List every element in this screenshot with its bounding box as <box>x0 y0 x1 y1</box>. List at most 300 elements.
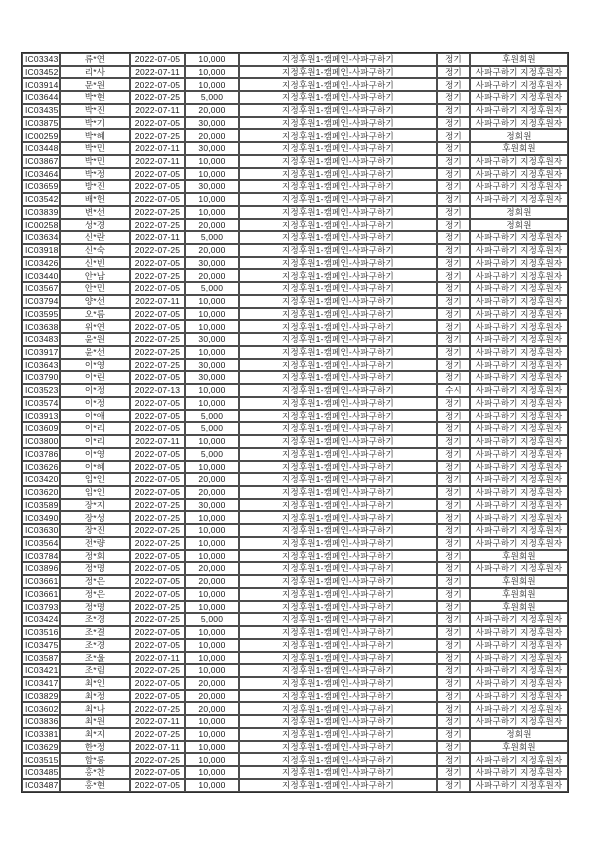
cell-donation-type: 정기 <box>437 690 470 703</box>
cell-donation-date: 2022-07-11 <box>130 295 185 308</box>
cell-member-type: 사파구하기 지정후원자 <box>470 397 568 410</box>
cell-amount: 30,000 <box>185 333 239 346</box>
cell-donation-type: 정기 <box>437 613 470 626</box>
cell-donor-id: IC03420 <box>22 473 60 486</box>
cell-campaign: 지정후원1-캠페인-사파구하기 <box>239 231 437 244</box>
cell-donation-type: 정기 <box>437 155 470 168</box>
cell-member-type: 사파구하기 지정후원자 <box>470 473 568 486</box>
cell-campaign: 지정후원1-캠페인-사파구하기 <box>239 715 437 728</box>
cell-campaign: 지정후원1-캠페인-사파구하기 <box>239 511 437 524</box>
cell-donor-id: IC03523 <box>22 384 60 397</box>
cell-amount: 5,000 <box>185 613 239 626</box>
cell-donation-date: 2022-07-25 <box>130 524 185 537</box>
cell-donor-name: 홍*현 <box>60 779 130 792</box>
cell-donation-date: 2022-07-05 <box>130 473 185 486</box>
cell-member-type: 사파구하기 지정후원자 <box>470 461 568 474</box>
cell-donor-id: IC03595 <box>22 308 60 321</box>
cell-donor-id: IC03626 <box>22 461 60 474</box>
table-row <box>22 359 568 372</box>
table-row <box>22 702 568 715</box>
table-row <box>22 779 568 792</box>
cell-donation-type: 정기 <box>437 269 470 282</box>
cell-campaign: 지정후원1-캠페인-사파구하기 <box>239 397 437 410</box>
donation-records-table <box>21 52 569 793</box>
cell-amount: 10,000 <box>185 741 239 754</box>
table-row <box>22 397 568 410</box>
cell-campaign: 지정후원1-캠페인-사파구하기 <box>239 664 437 677</box>
cell-donor-id: IC03487 <box>22 779 60 792</box>
cell-donation-type: 정기 <box>437 219 470 232</box>
cell-member-type: 사파구하기 지정후원자 <box>470 677 568 690</box>
cell-member-type: 사파구하기 지정후원자 <box>470 652 568 665</box>
cell-member-type: 사파구하기 지정후원자 <box>470 422 568 435</box>
table-row <box>22 117 568 130</box>
cell-donor-id: IC03452 <box>22 66 60 79</box>
cell-donor-id: IC03609 <box>22 422 60 435</box>
cell-member-type: 사파구하기 지정후원자 <box>470 511 568 524</box>
cell-amount: 10,000 <box>185 461 239 474</box>
cell-campaign: 지정후원1-캠페인-사파구하기 <box>239 244 437 257</box>
cell-donor-id: IC03839 <box>22 206 60 219</box>
cell-amount: 10,000 <box>185 435 239 448</box>
cell-amount: 10,000 <box>185 766 239 779</box>
cell-donation-date: 2022-07-05 <box>130 78 185 91</box>
cell-member-type: 사파구하기 지정후원자 <box>470 702 568 715</box>
cell-donor-id: IC03786 <box>22 448 60 461</box>
table-row <box>22 499 568 512</box>
table-row <box>22 626 568 639</box>
cell-donor-name: 윤*선 <box>60 346 130 359</box>
cell-donation-date: 2022-07-05 <box>130 282 185 295</box>
cell-donation-type: 정기 <box>437 766 470 779</box>
cell-donation-type: 정기 <box>437 741 470 754</box>
cell-member-type: 후원회원 <box>470 588 568 601</box>
table-row <box>22 219 568 232</box>
cell-donation-date: 2022-07-25 <box>130 244 185 257</box>
cell-donor-id: IC03634 <box>22 231 60 244</box>
cell-donation-date: 2022-07-25 <box>130 499 185 512</box>
cell-donor-id: IC03661 <box>22 588 60 601</box>
cell-donor-name: 안*남 <box>60 269 130 282</box>
cell-donor-name: 이*영 <box>60 448 130 461</box>
cell-donation-type: 정기 <box>437 524 470 537</box>
cell-member-type: 후원회원 <box>470 53 568 66</box>
cell-amount: 20,000 <box>185 702 239 715</box>
cell-donor-id: IC03421 <box>22 664 60 677</box>
cell-donation-date: 2022-07-25 <box>130 753 185 766</box>
cell-member-type: 사파구하기 지정후원자 <box>470 333 568 346</box>
cell-donation-type: 정기 <box>437 664 470 677</box>
cell-member-type: 사파구하기 지정후원자 <box>470 486 568 499</box>
cell-campaign: 지정후원1-캠페인-사파구하기 <box>239 269 437 282</box>
cell-donation-date: 2022-07-05 <box>130 117 185 130</box>
cell-campaign: 지정후원1-캠페인-사파구하기 <box>239 384 437 397</box>
cell-campaign: 지정후원1-캠페인-사파구하기 <box>239 741 437 754</box>
cell-donation-date: 2022-07-05 <box>130 53 185 66</box>
cell-donor-name: 이*혜 <box>60 461 130 474</box>
cell-amount: 10,000 <box>185 639 239 652</box>
cell-donor-id: IC03343 <box>22 53 60 66</box>
cell-amount: 30,000 <box>185 117 239 130</box>
cell-amount: 20,000 <box>185 562 239 575</box>
cell-amount: 10,000 <box>185 53 239 66</box>
cell-campaign: 지정후원1-캠페인-사파구하기 <box>239 499 437 512</box>
cell-donation-type: 정기 <box>437 168 470 181</box>
cell-member-type: 사파구하기 지정후원자 <box>470 155 568 168</box>
cell-member-type: 사파구하기 지정후원자 <box>470 308 568 321</box>
cell-member-type: 사파구하기 지정후원자 <box>470 257 568 270</box>
table-row <box>22 155 568 168</box>
cell-donation-type: 정기 <box>437 639 470 652</box>
cell-campaign: 지정후원1-캠페인-사파구하기 <box>239 473 437 486</box>
cell-donation-type: 정기 <box>437 473 470 486</box>
cell-campaign: 지정후원1-캠페인-사파구하기 <box>239 461 437 474</box>
cell-donation-date: 2022-07-25 <box>130 129 185 142</box>
cell-member-type: 사파구하기 지정후원자 <box>470 168 568 181</box>
cell-donation-type: 정기 <box>437 308 470 321</box>
cell-campaign: 지정후원1-캠페인-사파구하기 <box>239 78 437 91</box>
cell-donor-name: 조*경 <box>60 639 130 652</box>
cell-donor-id: IC03475 <box>22 639 60 652</box>
cell-donor-id: IC03794 <box>22 295 60 308</box>
cell-donation-date: 2022-07-05 <box>130 677 185 690</box>
cell-donation-date: 2022-07-11 <box>130 155 185 168</box>
cell-donor-id: IC00258 <box>22 219 60 232</box>
cell-donor-id: IC03917 <box>22 346 60 359</box>
cell-amount: 10,000 <box>185 601 239 614</box>
cell-donor-name: 정*은 <box>60 575 130 588</box>
table-row <box>22 91 568 104</box>
cell-campaign: 지정후원1-캠페인-사파구하기 <box>239 779 437 792</box>
table-row <box>22 753 568 766</box>
cell-campaign: 지정후원1-캠페인-사파구하기 <box>239 639 437 652</box>
cell-donor-name: 위*연 <box>60 320 130 333</box>
cell-member-type: 사파구하기 지정후원자 <box>470 435 568 448</box>
cell-donation-type: 정기 <box>437 422 470 435</box>
table-row <box>22 511 568 524</box>
cell-donation-date: 2022-07-05 <box>130 422 185 435</box>
cell-member-type: 사파구하기 지정후원자 <box>470 715 568 728</box>
cell-amount: 30,000 <box>185 180 239 193</box>
cell-donation-type: 수시 <box>437 384 470 397</box>
cell-donor-name: 신*숙 <box>60 244 130 257</box>
cell-donor-id: IC03867 <box>22 155 60 168</box>
cell-campaign: 지정후원1-캠페인-사파구하기 <box>239 435 437 448</box>
cell-donor-name: 정*회 <box>60 550 130 563</box>
cell-donation-date: 2022-07-05 <box>130 180 185 193</box>
cell-donor-id: IC03483 <box>22 333 60 346</box>
cell-donation-date: 2022-07-11 <box>130 66 185 79</box>
cell-member-type: 사파구하기 지정후원자 <box>470 282 568 295</box>
table-row <box>22 461 568 474</box>
cell-amount: 20,000 <box>185 473 239 486</box>
cell-donation-date: 2022-07-05 <box>130 690 185 703</box>
cell-amount: 20,000 <box>185 244 239 257</box>
cell-campaign: 지정후원1-캠페인-사파구하기 <box>239 91 437 104</box>
cell-donation-type: 정기 <box>437 588 470 601</box>
table-row <box>22 66 568 79</box>
table-row <box>22 333 568 346</box>
cell-amount: 5,000 <box>185 448 239 461</box>
cell-amount: 5,000 <box>185 231 239 244</box>
cell-donation-type: 정기 <box>437 410 470 423</box>
cell-member-type: 후원회원 <box>470 741 568 754</box>
cell-donation-date: 2022-07-25 <box>130 613 185 626</box>
table-row <box>22 206 568 219</box>
cell-donor-id: IC03564 <box>22 537 60 550</box>
cell-member-type: 사파구하기 지정후원자 <box>470 78 568 91</box>
cell-donation-date: 2022-07-05 <box>130 397 185 410</box>
cell-amount: 10,000 <box>185 168 239 181</box>
cell-donor-id: IC03620 <box>22 486 60 499</box>
cell-donor-id: IC03515 <box>22 753 60 766</box>
cell-donor-id: IC03800 <box>22 435 60 448</box>
cell-donor-id: IC03896 <box>22 562 60 575</box>
cell-donation-type: 정기 <box>437 753 470 766</box>
cell-donor-name: 조*결 <box>60 626 130 639</box>
cell-amount: 10,000 <box>185 588 239 601</box>
cell-donation-type: 정기 <box>437 244 470 257</box>
cell-donor-id: IC03638 <box>22 320 60 333</box>
table-row <box>22 410 568 423</box>
cell-member-type: 사파구하기 지정후원자 <box>470 117 568 130</box>
cell-donation-date: 2022-07-05 <box>130 410 185 423</box>
cell-campaign: 지정후원1-캠페인-사파구하기 <box>239 728 437 741</box>
cell-donor-id: IC03629 <box>22 741 60 754</box>
cell-campaign: 지정후원1-캠페인-사파구하기 <box>239 320 437 333</box>
cell-donor-name: 성*경 <box>60 219 130 232</box>
cell-donor-id: IC00259 <box>22 129 60 142</box>
cell-donation-type: 정기 <box>437 295 470 308</box>
cell-donation-date: 2022-07-05 <box>130 626 185 639</box>
table-row <box>22 53 568 66</box>
table-row <box>22 766 568 779</box>
cell-donation-date: 2022-07-25 <box>130 537 185 550</box>
cell-member-type: 후원회원 <box>470 601 568 614</box>
cell-donation-date: 2022-07-05 <box>130 639 185 652</box>
cell-member-type: 사파구하기 지정후원자 <box>470 295 568 308</box>
cell-amount: 10,000 <box>185 193 239 206</box>
cell-donor-name: 안*민 <box>60 282 130 295</box>
cell-member-type: 사파구하기 지정후원자 <box>470 664 568 677</box>
cell-donation-date: 2022-07-05 <box>130 562 185 575</box>
cell-donor-name: 박*정 <box>60 168 130 181</box>
cell-donation-date: 2022-07-05 <box>130 550 185 563</box>
cell-campaign: 지정후원1-캠페인-사파구하기 <box>239 333 437 346</box>
cell-donation-date: 2022-07-11 <box>130 652 185 665</box>
cell-amount: 5,000 <box>185 282 239 295</box>
cell-donation-date: 2022-07-05 <box>130 448 185 461</box>
cell-donation-type: 정기 <box>437 435 470 448</box>
cell-donation-date: 2022-07-11 <box>130 741 185 754</box>
table-row <box>22 371 568 384</box>
cell-donation-type: 정기 <box>437 206 470 219</box>
cell-donor-name: 임*인 <box>60 486 130 499</box>
cell-donor-id: IC03567 <box>22 282 60 295</box>
cell-donor-name: 정*명 <box>60 601 130 614</box>
cell-campaign: 지정후원1-캠페인-사파구하기 <box>239 295 437 308</box>
cell-campaign: 지정후원1-캠페인-사파구하기 <box>239 562 437 575</box>
cell-donor-name: 홍*찬 <box>60 766 130 779</box>
cell-donation-type: 정기 <box>437 66 470 79</box>
table-row <box>22 244 568 257</box>
cell-donation-date: 2022-07-05 <box>130 766 185 779</box>
cell-donation-type: 정기 <box>437 511 470 524</box>
cell-amount: 10,000 <box>185 384 239 397</box>
cell-donor-name: 이*린 <box>60 371 130 384</box>
table-row <box>22 741 568 754</box>
cell-donation-type: 정기 <box>437 626 470 639</box>
cell-donor-name: 박*민 <box>60 142 130 155</box>
cell-donor-name: 이*정 <box>60 397 130 410</box>
cell-campaign: 지정후원1-캠페인-사파구하기 <box>239 626 437 639</box>
cell-donation-date: 2022-07-05 <box>130 193 185 206</box>
cell-amount: 10,000 <box>185 308 239 321</box>
table-body <box>22 53 568 792</box>
cell-member-type: 사파구하기 지정후원자 <box>470 626 568 639</box>
cell-member-type: 정회원 <box>470 206 568 219</box>
cell-donor-id: IC03574 <box>22 397 60 410</box>
cell-donation-type: 정기 <box>437 117 470 130</box>
cell-member-type: 사파구하기 지정후원자 <box>470 448 568 461</box>
cell-donation-type: 정기 <box>437 359 470 372</box>
cell-amount: 10,000 <box>185 346 239 359</box>
table-row <box>22 677 568 690</box>
cell-donor-id: IC03490 <box>22 511 60 524</box>
cell-donation-date: 2022-07-25 <box>130 346 185 359</box>
cell-amount: 10,000 <box>185 78 239 91</box>
table-row <box>22 652 568 665</box>
cell-donation-type: 정기 <box>437 550 470 563</box>
table-row <box>22 104 568 117</box>
cell-donor-name: 박*진 <box>60 104 130 117</box>
table-row <box>22 486 568 499</box>
cell-donation-type: 정기 <box>437 715 470 728</box>
cell-donor-name: 신*란 <box>60 231 130 244</box>
cell-donation-date: 2022-07-25 <box>130 728 185 741</box>
table-row <box>22 448 568 461</box>
cell-member-type: 사파구하기 지정후원자 <box>470 104 568 117</box>
table-row <box>22 613 568 626</box>
cell-amount: 10,000 <box>185 524 239 537</box>
cell-amount: 5,000 <box>185 91 239 104</box>
cell-donor-id: IC03589 <box>22 499 60 512</box>
cell-donor-name: 박*민 <box>60 155 130 168</box>
cell-amount: 5,000 <box>185 422 239 435</box>
table-row <box>22 550 568 563</box>
cell-campaign: 지정후원1-캠페인-사파구하기 <box>239 180 437 193</box>
cell-amount: 10,000 <box>185 320 239 333</box>
cell-campaign: 지정후원1-캠페인-사파구하기 <box>239 371 437 384</box>
cell-donation-type: 정기 <box>437 575 470 588</box>
cell-donor-id: IC03448 <box>22 142 60 155</box>
cell-amount: 30,000 <box>185 257 239 270</box>
table-row <box>22 690 568 703</box>
cell-donation-type: 정기 <box>437 728 470 741</box>
cell-amount: 30,000 <box>185 371 239 384</box>
cell-campaign: 지정후원1-캠페인-사파구하기 <box>239 53 437 66</box>
cell-amount: 10,000 <box>185 511 239 524</box>
cell-campaign: 지정후원1-캠페인-사파구하기 <box>239 308 437 321</box>
cell-donation-type: 정기 <box>437 779 470 792</box>
table-row <box>22 601 568 614</box>
cell-amount: 20,000 <box>185 690 239 703</box>
cell-amount: 10,000 <box>185 295 239 308</box>
cell-donor-name: 최*나 <box>60 702 130 715</box>
cell-donation-type: 정기 <box>437 104 470 117</box>
cell-donation-type: 정기 <box>437 193 470 206</box>
cell-amount: 10,000 <box>185 626 239 639</box>
cell-campaign: 지정후원1-캠페인-사파구하기 <box>239 702 437 715</box>
table-row <box>22 168 568 181</box>
cell-donation-date: 2022-07-13 <box>130 384 185 397</box>
table-row <box>22 295 568 308</box>
cell-donation-date: 2022-07-05 <box>130 588 185 601</box>
cell-donor-name: 리*사 <box>60 66 130 79</box>
cell-donor-name: 양*선 <box>60 295 130 308</box>
cell-member-type: 사파구하기 지정후원자 <box>470 66 568 79</box>
cell-donor-id: IC03644 <box>22 91 60 104</box>
cell-donation-date: 2022-07-25 <box>130 269 185 282</box>
cell-donor-id: IC03829 <box>22 690 60 703</box>
table-row <box>22 142 568 155</box>
cell-amount: 5,000 <box>185 410 239 423</box>
table-row <box>22 320 568 333</box>
cell-donor-name: 이*정 <box>60 384 130 397</box>
cell-donor-name: 함*롱 <box>60 753 130 766</box>
cell-donation-type: 정기 <box>437 142 470 155</box>
cell-amount: 20,000 <box>185 575 239 588</box>
cell-donation-type: 정기 <box>437 652 470 665</box>
cell-donation-date: 2022-07-11 <box>130 435 185 448</box>
table-row <box>22 575 568 588</box>
cell-campaign: 지정후원1-캠페인-사파구하기 <box>239 359 437 372</box>
cell-donation-date: 2022-07-05 <box>130 779 185 792</box>
table-row <box>22 269 568 282</box>
cell-member-type: 정회원 <box>470 129 568 142</box>
cell-campaign: 지정후원1-캠페인-사파구하기 <box>239 613 437 626</box>
cell-donor-id: IC03784 <box>22 550 60 563</box>
cell-amount: 10,000 <box>185 397 239 410</box>
table-row <box>22 537 568 550</box>
table-row <box>22 435 568 448</box>
cell-member-type: 사파구하기 지정후원자 <box>470 639 568 652</box>
cell-member-type: 사파구하기 지정후원자 <box>470 193 568 206</box>
cell-donor-name: 조*울 <box>60 652 130 665</box>
table-row <box>22 664 568 677</box>
cell-donation-type: 정기 <box>437 53 470 66</box>
cell-amount: 30,000 <box>185 359 239 372</box>
cell-amount: 10,000 <box>185 753 239 766</box>
cell-member-type: 사파구하기 지정후원자 <box>470 779 568 792</box>
cell-donor-id: IC03424 <box>22 613 60 626</box>
table-row <box>22 257 568 270</box>
cell-amount: 10,000 <box>185 779 239 792</box>
cell-campaign: 지정후원1-캠페인-사파구하기 <box>239 550 437 563</box>
cell-donation-type: 정기 <box>437 601 470 614</box>
cell-donor-id: IC03793 <box>22 601 60 614</box>
table-row <box>22 588 568 601</box>
cell-campaign: 지정후원1-캠페인-사파구하기 <box>239 206 437 219</box>
cell-campaign: 지정후원1-캠페인-사파구하기 <box>239 537 437 550</box>
cell-campaign: 지정후원1-캠페인-사파구하기 <box>239 129 437 142</box>
cell-campaign: 지정후원1-캠페인-사파구하기 <box>239 219 437 232</box>
cell-donor-name: 임*인 <box>60 473 130 486</box>
cell-member-type: 정회원 <box>470 728 568 741</box>
cell-donation-date: 2022-07-05 <box>130 308 185 321</box>
cell-donation-date: 2022-07-05 <box>130 320 185 333</box>
cell-campaign: 지정후원1-캠페인-사파구하기 <box>239 575 437 588</box>
